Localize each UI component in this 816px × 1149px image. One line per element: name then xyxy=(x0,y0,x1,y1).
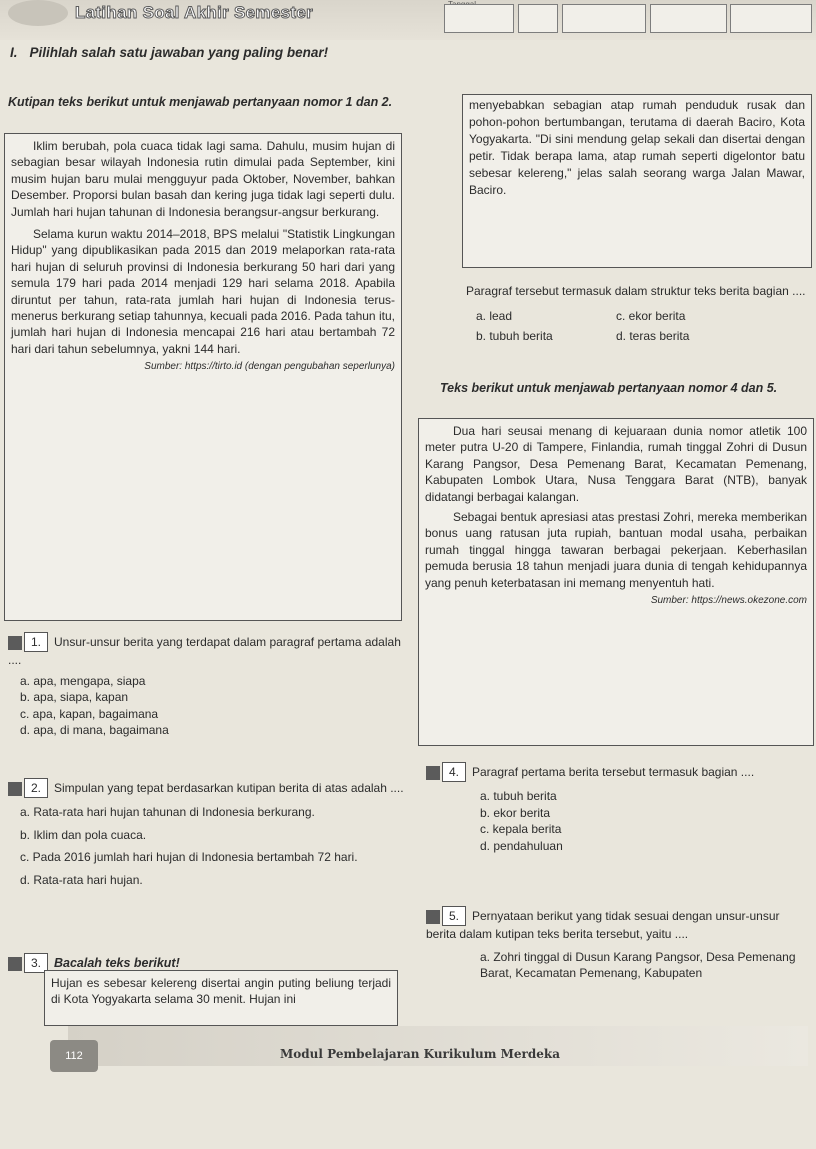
section-instruction xyxy=(10,45,340,60)
passage2-intro: Teks berikut untuk menjawab pertanyaan nomor 4 dan 5. xyxy=(440,381,778,395)
header-decoration xyxy=(8,0,68,26)
question-text: Simpulan yang tepat berdasarkan kutipan berita di atas adalah .... xyxy=(54,781,404,795)
option-c[interactable]: c. Pada 2016 jumlah hari hujan di Indonesia bertambah 72 hari. xyxy=(20,850,358,864)
option-a[interactable]: a. lead xyxy=(476,308,513,323)
option-a[interactable]: a. tubuh berita xyxy=(480,789,557,803)
passage2-box xyxy=(418,418,814,746)
question-5 xyxy=(426,906,810,982)
option-b[interactable]: b. tubuh berita xyxy=(476,328,553,343)
option-a[interactable]: a. Zohri tinggal di Dusun Karang Pangsor, Desa Pemenang Barat, Kecamatan Pemenang, Kabupaten xyxy=(480,949,796,980)
option-c[interactable]: c. apa, kapan, bagaimana xyxy=(20,706,159,721)
question-4 xyxy=(426,762,810,854)
page-number: 112 xyxy=(50,1040,98,1072)
question-3-question: Paragraf tersebut termasuk dalam struktur teks berita bagian .... xyxy=(466,284,806,298)
question-3-box xyxy=(44,970,398,1026)
question-text: Paragraf pertama berita tersebut termasuk bagian .... xyxy=(472,765,755,779)
question-icon xyxy=(8,957,22,971)
question-3-prompt xyxy=(466,283,806,346)
page-header-title: Latihan Soal Akhir Semester xyxy=(75,3,313,22)
question-icon xyxy=(8,782,22,796)
option-a[interactable]: a. apa, mengapa, siapa xyxy=(20,673,146,688)
header-box-2 xyxy=(518,4,558,33)
question-text: Unsur-unsur berita yang terdapat dalam paragraf pertama adalah .... xyxy=(8,635,401,667)
header-box-4 xyxy=(650,4,727,33)
passage1-source: Sumber: https://tirto.id (dengan pengubahan seperlunya) xyxy=(144,361,395,373)
option-c[interactable]: c. ekor berita xyxy=(616,308,686,323)
passage1-paragraph-2: Selama kurun waktu 2014–2018, BPS melalui "Statistik Lingkungan Hidup" yang dipublikasikan pada 2015 dan 2019 melaporkan rata-rata hari hujan di seluruh provinsi di Indonesia berkurang 50 hari dari yang semula 179 hari pada 2014 menjadi 129 hari selama 2018. Apabila diruntut per tahun, rata-rata jumlah hari hujan di Indonesia terus-menerus berkurang setiap tahunnya, kecuali pada 2016. Pada tahun itu, jumlah hari hujan di Indonesia mencapai 216 hari atau bertambah 72 hari dari tahun sebelumnya, yakni 144 hari. xyxy=(11,227,395,356)
question-icon xyxy=(426,766,440,780)
question-number: 5. xyxy=(442,906,466,926)
question-number: 4. xyxy=(442,762,466,782)
option-b[interactable]: b. ekor berita xyxy=(480,805,551,820)
passage2-source: Sumber: https://news.okezone.com xyxy=(650,595,807,607)
option-c[interactable]: c. kepala berita xyxy=(480,822,562,836)
option-b[interactable]: b. apa, siapa, kapan xyxy=(20,690,129,704)
question-3-continuation: menyebabkan sebagian atap rumah penduduk rusak dan pohon-pohon bertumbangan, terutama di daerah Baciro, Kota Yogyakarta. "Di sini mendung gelap sekali dan disertai dengan petir. Tidak berapa lama, atap rumah seperti digelontor batu sebesar kelereng," jelas salah seorang warga Jalan Mawar, Baciro. xyxy=(469,98,805,197)
question-heading: Bacalah teks berikut! xyxy=(54,956,180,970)
passage1-box xyxy=(4,133,402,621)
footer-title: Modul Pembelajaran Kurikulum Merdeka xyxy=(280,1047,560,1061)
passage1-intro: Kutipan teks berikut untuk menjawab pertanyaan nomor 1 dan 2. xyxy=(8,95,393,109)
question-number: 3. xyxy=(24,953,48,973)
question-icon xyxy=(426,910,440,924)
option-a[interactable]: a. Rata-rata hari hujan tahunan di Indonesia berkurang. xyxy=(20,805,315,819)
passage2-paragraph-2: Sebagai bentuk apresiasi atas prestasi Zohri, mereka memberikan bonus uang ratusan juta rupiah, bantuan modal usaha, perbaikan rumah tinggal hingga tawaran berbagai pekerjaan. Keberhasilan pemuda berusia 18 tahun menjadi juara dunia di tengah kehidupannya yang penuh keterbatasan ini memang menyentuh hati. xyxy=(425,510,807,590)
question-3-text: Hujan es sebesar kelereng disertai angin puting beliung terjadi di Kota Yogyakarta selama 30 menit. Hujan ini xyxy=(51,976,391,1007)
question-2 xyxy=(8,778,404,888)
header-box-5 xyxy=(730,4,812,33)
question-number: 1. xyxy=(24,632,48,652)
question-text: Pernyataan berikut yang tidak sesuai dengan unsur-unsur berita dalam kutipan teks berita tersebut, yaitu .... xyxy=(426,909,780,941)
question-1 xyxy=(8,632,404,739)
passage1-paragraph-1: Iklim berubah, pola cuaca tidak lagi sama. Dahulu, musim hujan di sebagian besar wilayah Indonesia rutin dimulai pada September, kini musim hujan baru mulai mengguyur pada Oktober, November, bahkan Desember. Proporsi bulan basah dan kering juga tidak lagi seperti dulu. Jumlah hari hujan tahunan di Indonesia berangsur-angsur berkurang. xyxy=(11,139,395,219)
question-number: 2. xyxy=(24,778,48,798)
question-3-continuation-box xyxy=(462,94,812,268)
passage2-paragraph-1: Dua hari seusai menang di kejuaraan dunia nomor atletik 100 meter putra U-20 di Tampere, Finlandia, rumah tinggal Zohri di Dusun Karang Pangsor, Desa Pemenang Barat, Kecamatan Pemenang, Kabupaten Lombok Utara, Nusa Tenggara Barat (NTB), banyak didatangi berbagai kalangan. xyxy=(425,424,807,504)
instruction-text: Pilihlah salah satu jawaban yang paling benar! xyxy=(29,45,329,60)
question-icon xyxy=(8,636,22,650)
option-d[interactable]: d. pendahuluan xyxy=(480,838,563,853)
header-box-3 xyxy=(562,4,646,33)
option-d[interactable]: d. Rata-rata hari hujan. xyxy=(20,872,143,887)
option-b[interactable]: b. Iklim dan pola cuaca. xyxy=(20,827,147,842)
option-d[interactable]: d. apa, di mana, bagaimana xyxy=(20,723,169,737)
section-number: I. xyxy=(10,45,18,60)
question-3-options xyxy=(476,306,806,346)
option-d[interactable]: d. teras berita xyxy=(616,328,690,343)
header-box-1 xyxy=(444,4,514,33)
